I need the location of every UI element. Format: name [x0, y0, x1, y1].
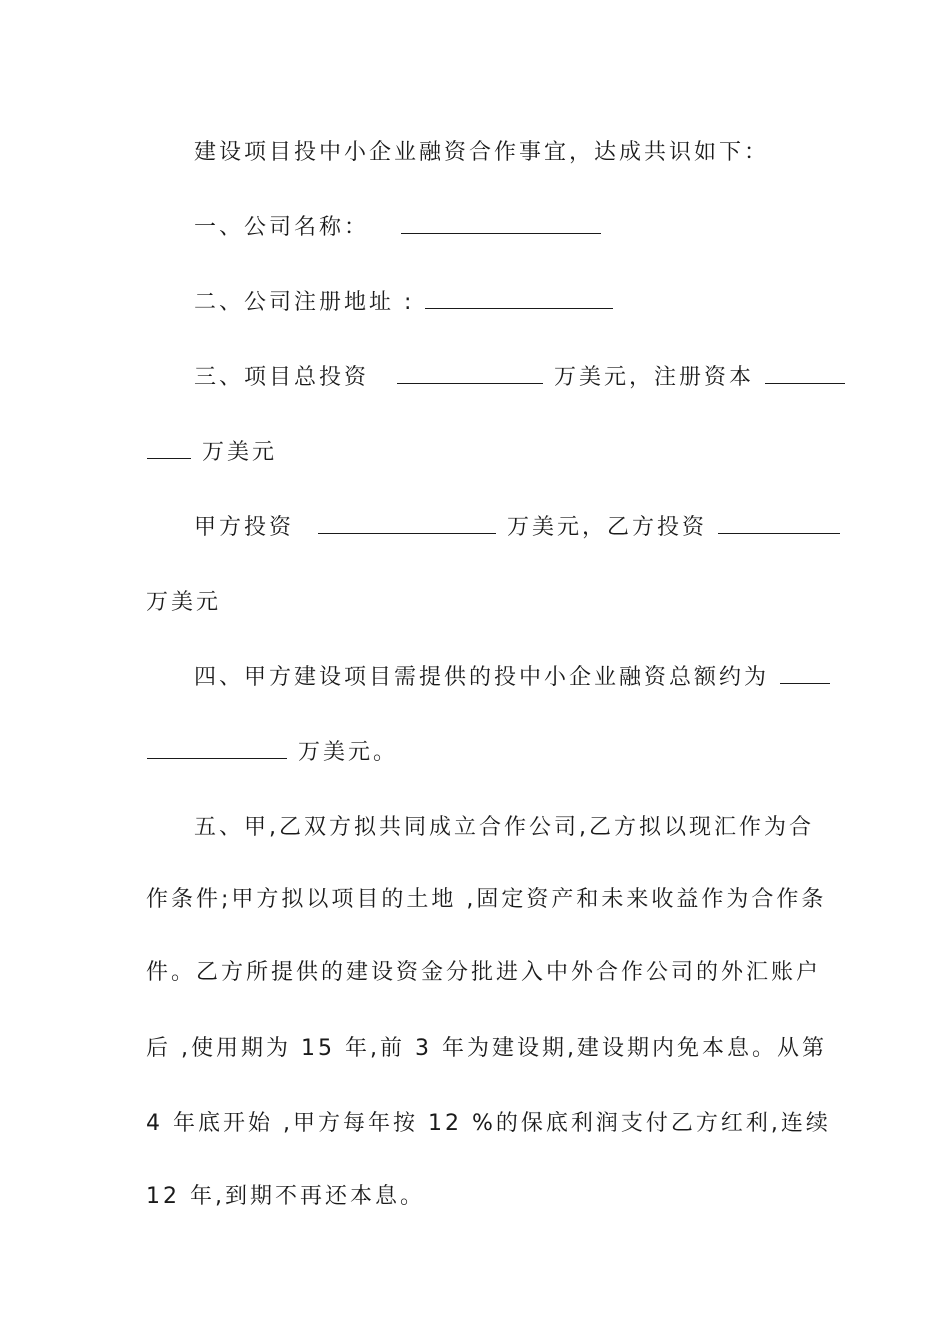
item5-line-3: 件。乙方所提供的建设资金分批进入中外合作公司的外汇账户	[146, 960, 822, 985]
company-name-blank[interactable]	[401, 213, 601, 234]
intro-paragraph: 建设项目投中小企业融资合作事宜，达成共识如下：	[194, 140, 770, 165]
total-investment-blank[interactable]	[397, 363, 543, 384]
registered-capital-unit: 万美元	[202, 440, 278, 465]
item5-line-1: 五、甲,乙双方拟共同成立合作公司,乙方拟以现汇作为合	[194, 815, 814, 840]
party-investment-line	[194, 513, 806, 543]
registered-capital-blank-cont[interactable]	[147, 438, 191, 459]
financing-total-label: 四、甲方建设项目需提供的投中小企业融资总额约为	[194, 665, 770, 690]
item5-line-6: 12 年,到期不再还本息。	[146, 1184, 425, 1209]
company-address-label: 二、公司注册地址 :	[194, 290, 415, 315]
registered-capital-cont-line	[146, 438, 806, 468]
item5-line-4: 后 ,使用期为 15 年,前 3 年为建设期,建设期内免本息。从第	[146, 1036, 827, 1061]
company-address-line	[194, 288, 806, 318]
party-b-invest-label: 万美元，乙方投资	[507, 515, 708, 540]
item5-line-5: 4 年底开始 ,甲方每年按 12 %的保底利润支付乙方红利,连续	[146, 1111, 831, 1136]
item5-line-2: 作条件;甲方拟以项目的土地 ,固定资产和未来收益作为合作条	[146, 887, 827, 912]
company-name-label: 一、公司名称：	[194, 215, 370, 240]
company-address-blank[interactable]	[425, 288, 613, 309]
company-name-line	[194, 213, 806, 243]
total-investment-label: 三、项目总投资	[194, 365, 370, 390]
financing-total-blank-cont[interactable]	[147, 738, 287, 759]
party-b-invest-blank[interactable]	[718, 513, 840, 534]
party-b-unit-line: 万美元	[146, 590, 222, 615]
financing-total-cont-line	[146, 738, 806, 768]
party-a-invest-label: 甲方投资	[194, 515, 295, 540]
financing-total-blank[interactable]	[780, 663, 830, 684]
financing-total-line	[194, 663, 806, 693]
financing-total-unit: 万美元。	[298, 740, 399, 765]
total-investment-line	[194, 363, 806, 393]
party-a-invest-blank[interactable]	[318, 513, 496, 534]
registered-capital-label: 万美元，注册资本	[554, 365, 755, 390]
registered-capital-blank[interactable]	[765, 363, 845, 384]
